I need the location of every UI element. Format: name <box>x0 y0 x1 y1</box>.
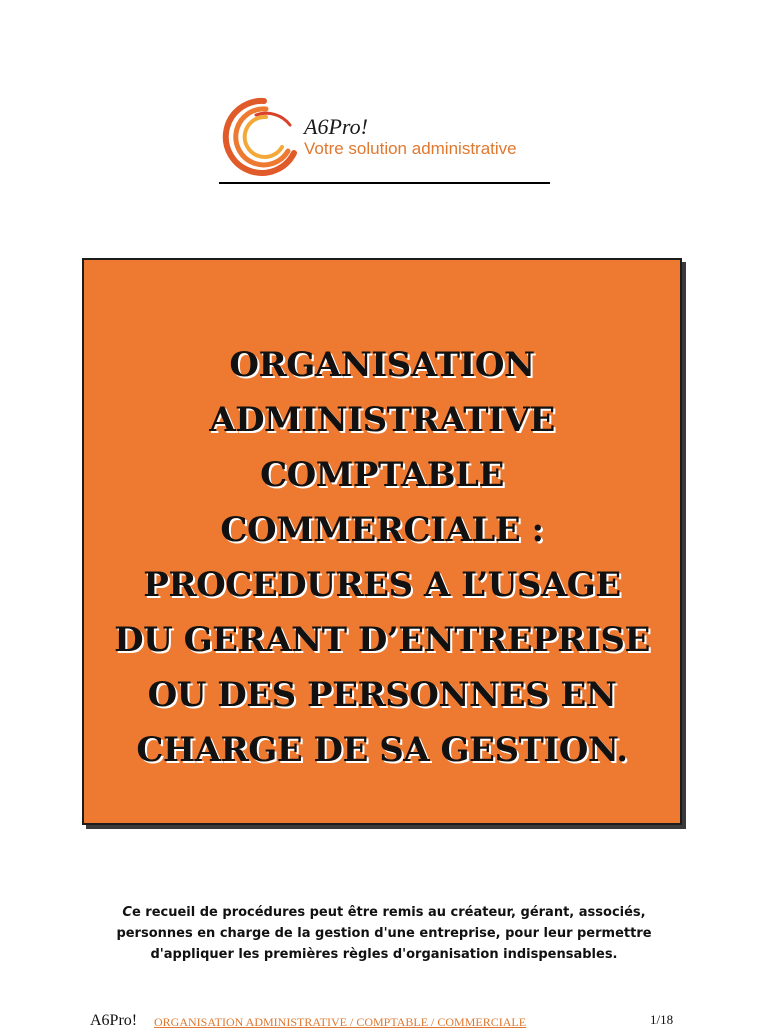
page-number: 1/18 <box>650 1012 674 1027</box>
title-line: ORGANISATION <box>229 345 535 385</box>
title-line: OU DES PERSONNES EN <box>147 675 617 715</box>
title-line: DU GERANT D’ENTREPRISE <box>114 620 650 660</box>
intro-line: e recueil de procédures peut être remis au créateur, gérant, associés, <box>131 905 646 920</box>
logo-name: A6Pro! <box>304 114 368 139</box>
intro-line: d'appliquer les premières règles d'organisation indispensables. <box>150 947 618 962</box>
intro-paragraph <box>90 902 678 965</box>
intro-line: personnes en charge de la gestion d'une entreprise, pour leur permettre <box>116 926 652 941</box>
swirl-logo-icon <box>220 95 304 177</box>
title-line: ADMINISTRATIVE <box>209 400 555 440</box>
company-logo <box>220 95 560 177</box>
footer-section-link[interactable]: ORGANISATION ADMINISTRATIVE / COMPTABLE / COMMERCIALE <box>154 1015 527 1029</box>
document-title <box>84 338 680 778</box>
title-box <box>82 258 682 825</box>
title-line: COMPTABLE <box>260 455 504 495</box>
title-line: COMMERCIALE : <box>220 510 544 550</box>
title-line: CHARGE DE SA GESTION. <box>136 730 628 770</box>
footer-brand: A6Pro! <box>90 1012 138 1029</box>
logo-tagline: Votre solution administrative <box>304 139 517 158</box>
intro-lead-letter: C <box>122 905 132 920</box>
title-line: PROCEDURES A L’USAGE <box>143 565 621 605</box>
logo-divider <box>219 182 550 184</box>
